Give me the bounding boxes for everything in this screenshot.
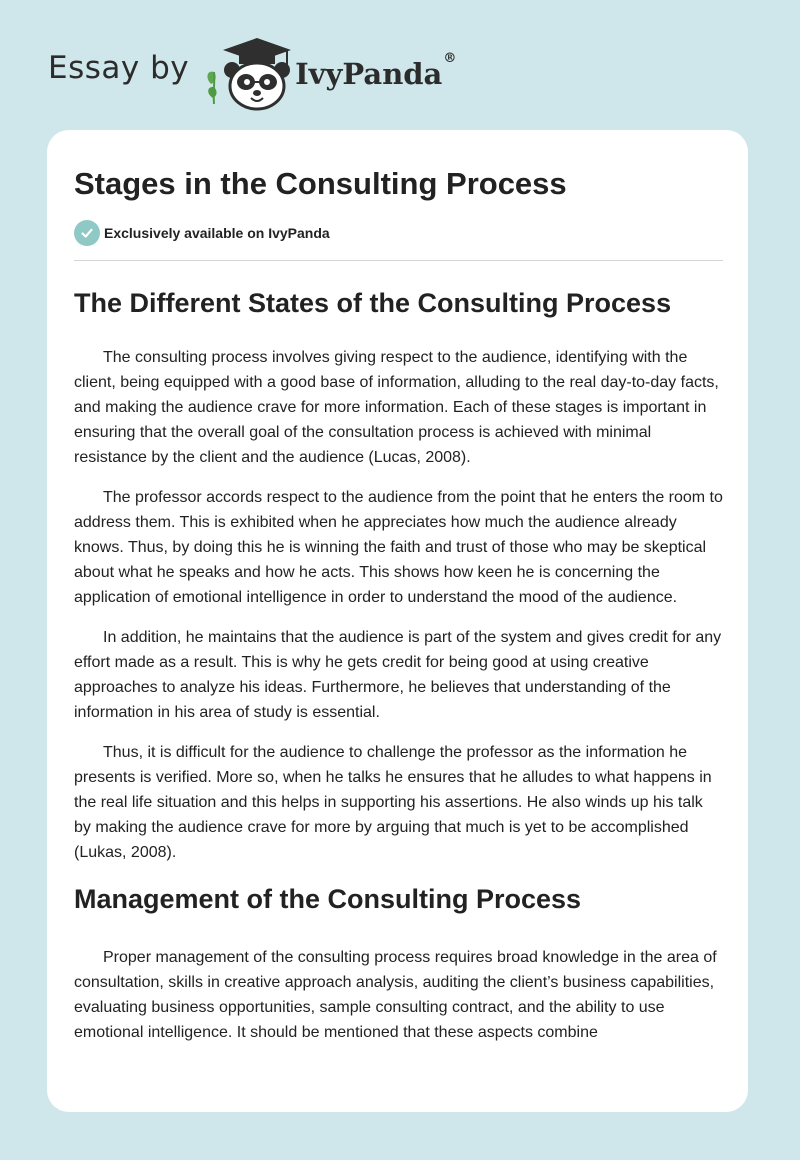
check-circle-icon — [74, 220, 100, 246]
paragraph: The professor accords respect to the audience from the point that he enters the room to address them. This is exhibited when he appreciates how much the audience already knows. Thus, by doing this he is winning the faith and trust of those who may be skeptical about what he speaks and how he acts. This shows how keen he is concerning the application of emotional intelligence in order to understand the mood of the audience. — [74, 489, 723, 606]
paragraph: In addition, he maintains that the audience is part of the system and gives credit for any effort made as a result. This is why he gets credit for being good at using creative approaches to analyze his ideas. Furthermore, he believes that understanding of the information in his area of study is essential. — [74, 629, 722, 721]
badge-label: Exclusively available on IvyPanda — [104, 225, 330, 241]
brand-name: IvyPanda® — [295, 51, 457, 91]
panda-graduate-logo-icon — [201, 32, 293, 112]
paragraph: Thus, it is difficult for the audience to challenge the professor as the information he presents is verified. More so, when he talks he ensures that he alludes to what happens in the real life situation and this helps in supporting his assertions. He also winds up his talk by making the audience crave for more by arguing that much is yet to be accomplished (Lukas, 2008). — [74, 744, 712, 861]
paragraph: The consulting process involves giving respect to the audience, identifying with the client, being equipped with a good base of information, alluding to the real day-to-day facts, and making the audience crave for more information. Each of these stages is important in ensuring that the overall goal of the consultation process is achieved with minimal resistance by the client and the audience (Lucas, 2008). — [74, 349, 719, 466]
brand-header — [48, 32, 456, 112]
exclusive-badge — [74, 220, 723, 246]
section-heading: The Different States of the Consulting Process — [74, 288, 672, 318]
divider — [74, 260, 723, 261]
essay-content — [74, 130, 723, 1045]
page-title: Stages in the Consulting Process — [74, 166, 567, 201]
essay-card — [47, 130, 748, 1112]
registered-mark: ® — [443, 51, 457, 66]
section-heading: Management of the Consulting Process — [74, 884, 582, 914]
brand-prefix: Essay by — [48, 50, 190, 86]
paragraph: Proper management of the consulting process requires broad knowledge in the area of consultation, skills in creative approach analysis, auditing the client’s business capabilities, evaluating business opportunities, sample consulting contract, and the ability to use emotional intelligence. It should be mentioned that these aspects combine — [74, 949, 717, 1041]
